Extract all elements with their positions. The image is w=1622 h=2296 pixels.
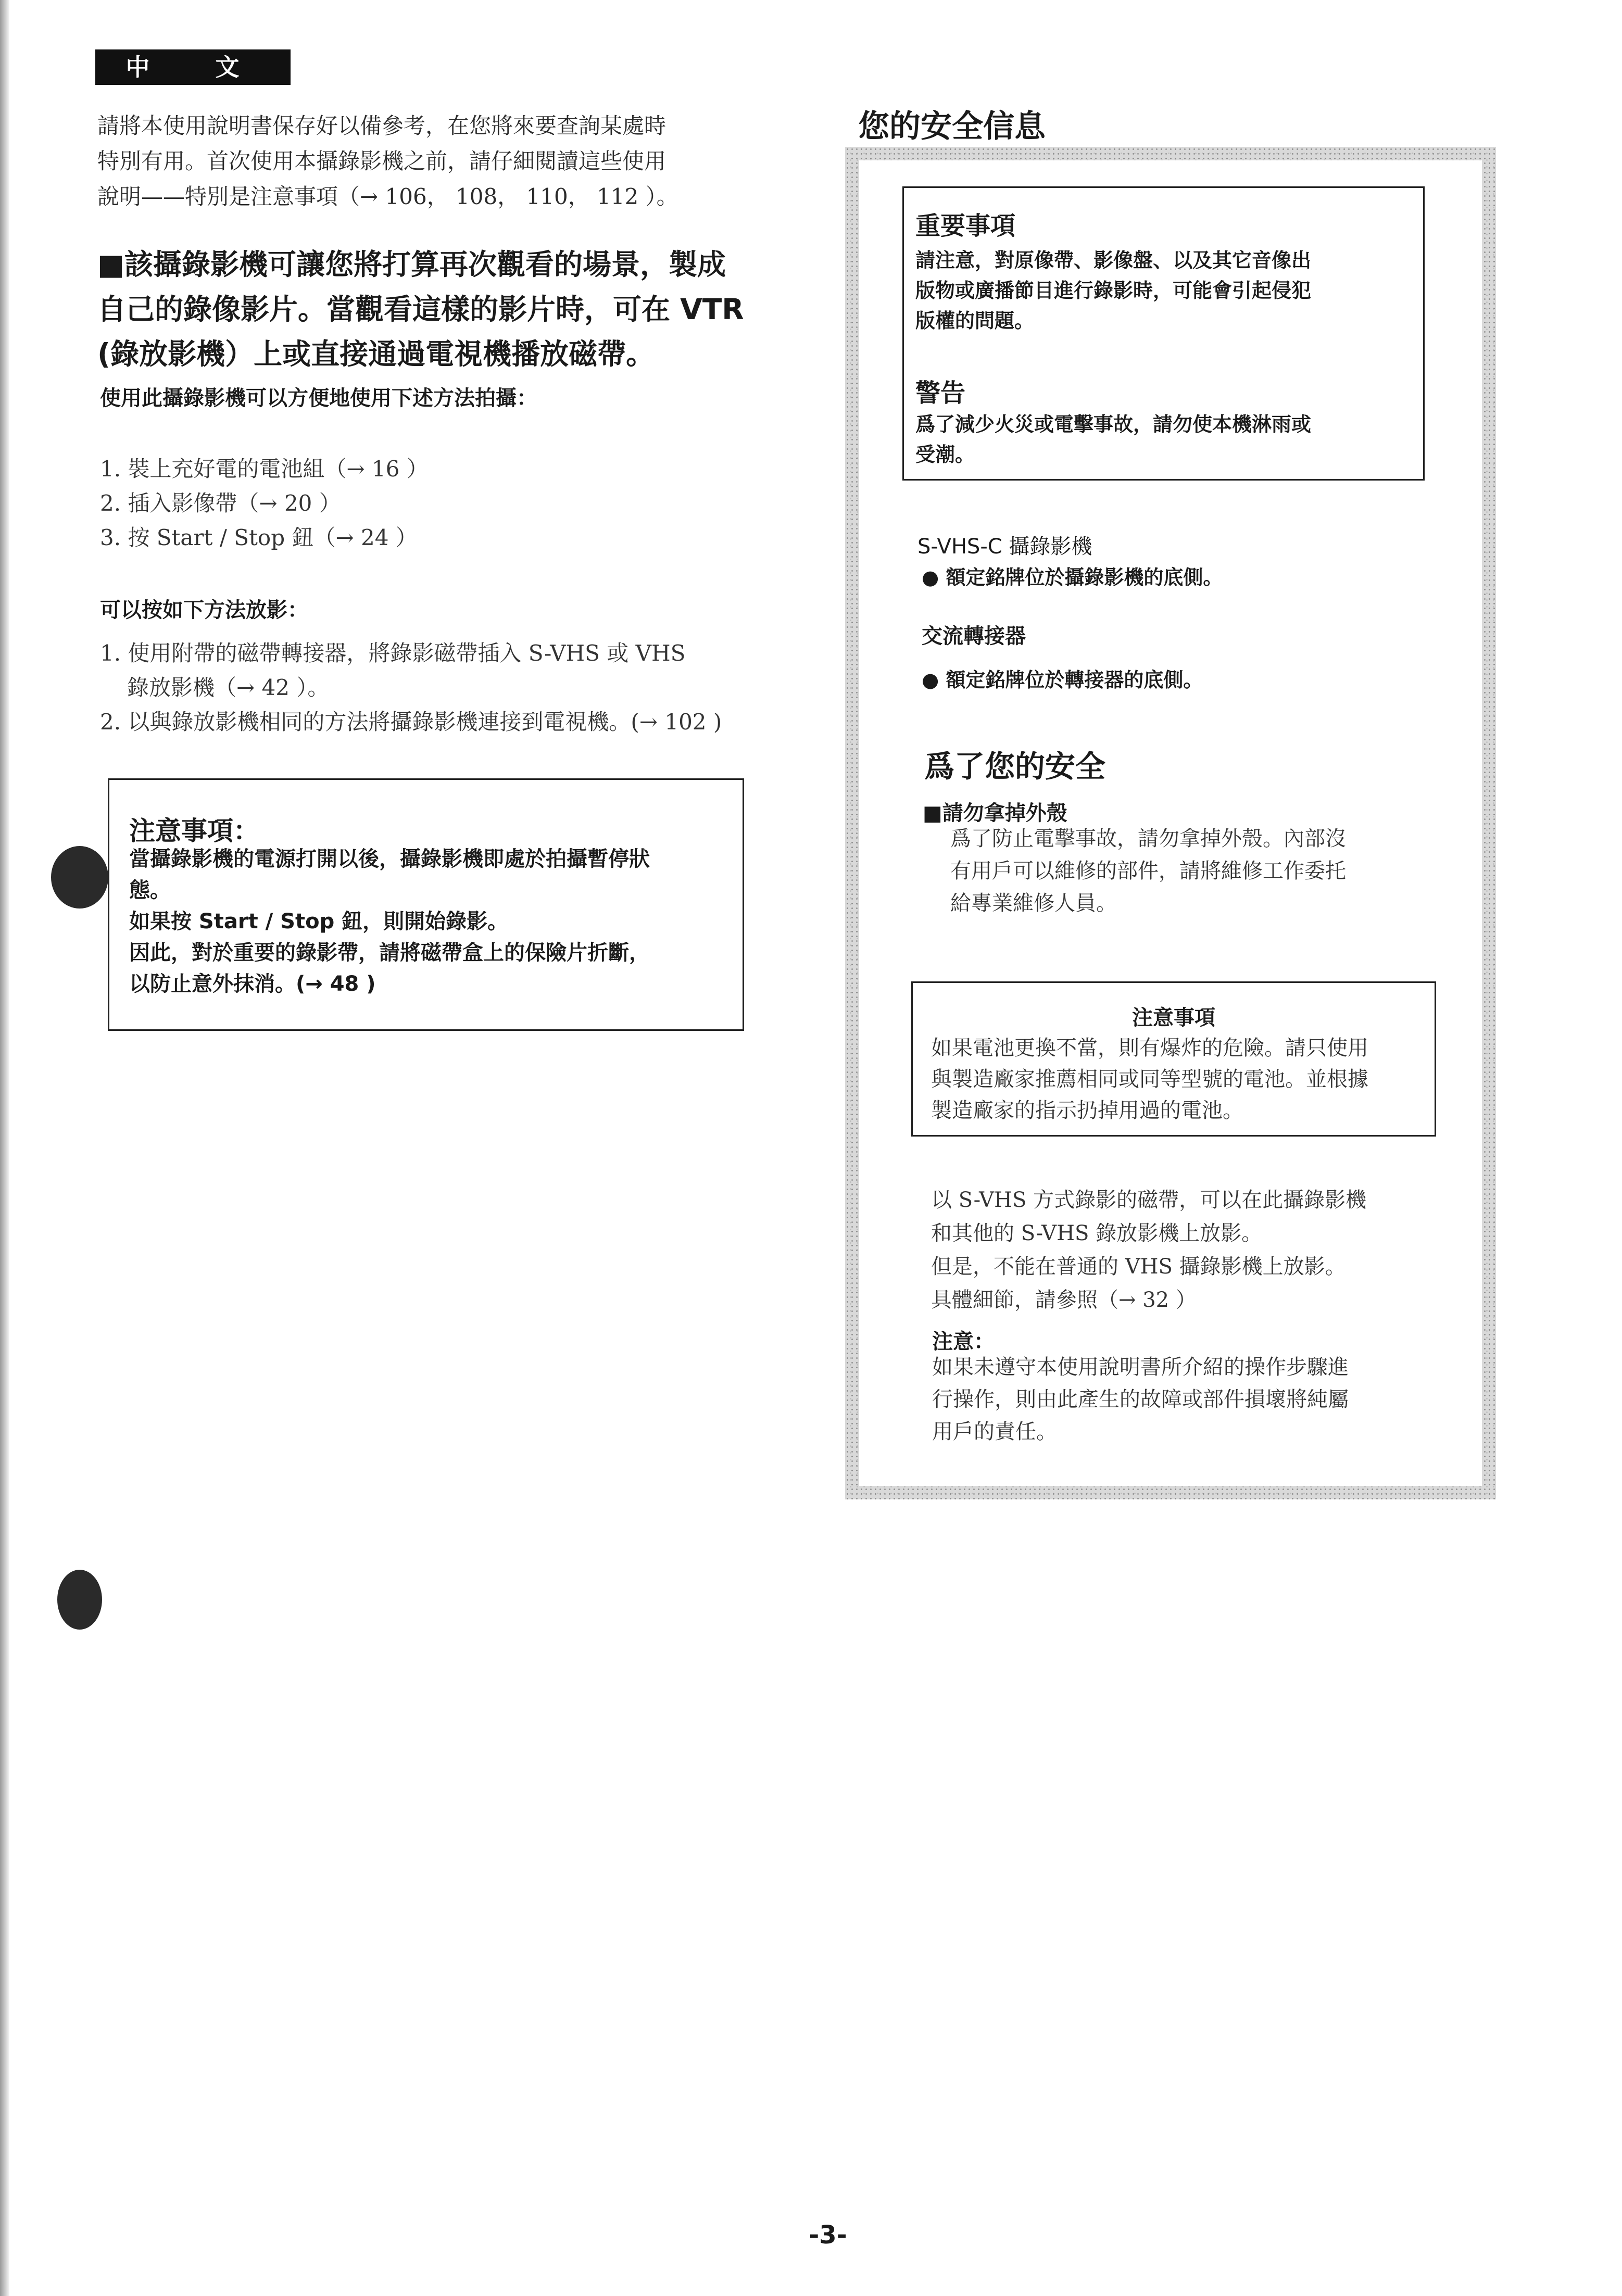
do-not-remove-line: 爲了防止電擊事故，請勿拿掉外殼。內部沒 bbox=[950, 827, 1346, 851]
list-item: 2. 插入影像帶（→ 20 ） bbox=[100, 490, 341, 516]
do-not-remove-line: 給專業維修人員。 bbox=[950, 891, 1117, 915]
important-heading: 重要事項 bbox=[915, 211, 1016, 241]
ac-rating-note: ● 額定銘牌位於轉接器的底側。 bbox=[922, 668, 1203, 691]
svhs-playback-text bbox=[931, 1183, 1441, 1317]
warning-line: 爲了減少火災或電擊事故，請勿使本機淋雨或 bbox=[915, 413, 1312, 436]
caution-line: 因此，對於重要的錄影帶，請將磁帶盒上的保險片折斷， bbox=[129, 941, 650, 965]
svhs-playback-line: 具體細節，請參照（→ 32 ） bbox=[931, 1288, 1197, 1312]
list-item: 1. 裝上充好電的電池組（→ 16 ） bbox=[100, 456, 429, 482]
list-item: 錄放影機（→ 42 ）。 bbox=[127, 675, 330, 700]
playback-methods-heading: 可以按如下方法放影： bbox=[100, 598, 308, 622]
battery-caution-text bbox=[931, 1032, 1426, 1126]
caution-title: 注意事項： bbox=[129, 816, 259, 846]
safety-info-title: 您的安全信息 bbox=[858, 108, 1046, 145]
battery-caution-title: 注意事項 bbox=[1132, 1006, 1215, 1030]
record-steps-list bbox=[100, 452, 699, 555]
important-notice-box bbox=[902, 186, 1425, 481]
battery-caution-box bbox=[911, 981, 1436, 1137]
svhs-playback-line: 但是，不能在普通的 VHS 攝錄影機上放影。 bbox=[931, 1255, 1346, 1279]
intro-line: 特別有用。首次使用本攝錄影機之前，請仔細閱讀這些使用 bbox=[97, 148, 667, 174]
playback-steps-list bbox=[100, 636, 756, 739]
svhs-playback-line: 和其他的 S-VHS 錄放影機上放影。 bbox=[931, 1221, 1263, 1245]
ac-adapter-title: 交流轉接器 bbox=[922, 624, 1026, 648]
note-line: 行操作，則由此產生的故障或部件損壞將純屬 bbox=[932, 1387, 1349, 1411]
important-line: 版物或廣播節目進行錄影時，可能會引起侵犯 bbox=[915, 279, 1312, 302]
list-item: 1. 使用附帶的磁帶轉接器，將錄影磁帶插入 S-VHS 或 VHS bbox=[100, 640, 686, 666]
binding-hole-top bbox=[51, 846, 108, 909]
lead-line: ■該攝錄影機可讓您將打算再次觀看的場景，製成 bbox=[97, 248, 726, 281]
do-not-remove-heading: ■請勿拿掉外殼 bbox=[923, 801, 1067, 825]
do-not-remove-text bbox=[950, 823, 1450, 919]
caution-line: 如果按 Start / Stop 鈕，則開始錄影。 bbox=[129, 910, 509, 933]
battery-line: 與製造廠家推薦相同或同等型號的電池。並根據 bbox=[931, 1067, 1368, 1091]
do-not-remove-line: 有用戶可以維修的部件，請將維修工作委托 bbox=[950, 859, 1346, 883]
intro-line: 請將本使用說明書保存好以備參考，在您將來要查詢某處時 bbox=[97, 113, 667, 138]
svhs-camcorder-title: S-VHS-C 攝錄影機 bbox=[917, 535, 1092, 559]
lead-paragraph bbox=[97, 242, 759, 376]
note-heading: 注意： bbox=[932, 1330, 995, 1354]
intro-paragraph bbox=[97, 108, 753, 215]
page-number: -3- bbox=[809, 2221, 847, 2250]
binding-hole-bottom bbox=[57, 1570, 102, 1630]
note-text bbox=[932, 1351, 1442, 1448]
lead-line: 自己的錄像影片。當觀看這樣的影片時，可在 VTR bbox=[97, 293, 744, 326]
note-line: 如果未遵守本使用說明書所介紹的操作步驟進 bbox=[932, 1355, 1349, 1379]
svhs-playback-line: 以 S-VHS 方式錄影的磁帶，可以在此攝錄影機 bbox=[931, 1188, 1367, 1212]
important-line: 請注意，對原像帶、影像盤、以及其它音像出 bbox=[915, 249, 1312, 272]
warning-heading: 警告 bbox=[915, 379, 966, 408]
list-item: 2. 以與錄放影機相同的方法將攝錄影機連接到電視機。(→ 102 ) bbox=[100, 709, 722, 735]
language-tab: 中 文 bbox=[95, 49, 291, 85]
note-line: 用戶的責任。 bbox=[932, 1420, 1057, 1444]
record-methods-heading: 使用此攝錄影機可以方便地使用下述方法拍攝： bbox=[100, 386, 537, 410]
caution-box bbox=[108, 778, 744, 1031]
intro-line: 說明——特別是注意事項（→ 106， 108， 110， 112 ）。 bbox=[97, 184, 678, 209]
battery-line: 製造廠家的指示扔掉用過的電池。 bbox=[931, 1099, 1243, 1122]
page-left-edge-shadow bbox=[0, 0, 9, 2296]
list-item: 3. 按 Start / Stop 鈕（→ 24 ） bbox=[100, 525, 418, 550]
for-your-safety-title: 爲了您的安全 bbox=[924, 749, 1106, 784]
battery-line: 如果電池更換不當，則有爆炸的危險。請只使用 bbox=[931, 1036, 1368, 1060]
svhs-rating-note: ● 額定銘牌位於攝錄影機的底側。 bbox=[922, 566, 1223, 589]
warning-line: 受潮。 bbox=[915, 443, 975, 466]
caution-line: 當攝錄影機的電源打開以後，攝錄影機即處於拍攝暫停狀 bbox=[129, 847, 650, 871]
lead-line: (錄放影機）上或直接通過電視機播放磁帶。 bbox=[97, 337, 655, 371]
caution-line: 以防止意外抹消。(→ 48 ) bbox=[129, 972, 376, 996]
important-text bbox=[915, 245, 1415, 336]
important-line: 版權的問題。 bbox=[915, 309, 1035, 332]
caution-line: 態。 bbox=[129, 878, 171, 902]
warning-text bbox=[915, 409, 1415, 470]
caution-text bbox=[129, 843, 728, 1000]
